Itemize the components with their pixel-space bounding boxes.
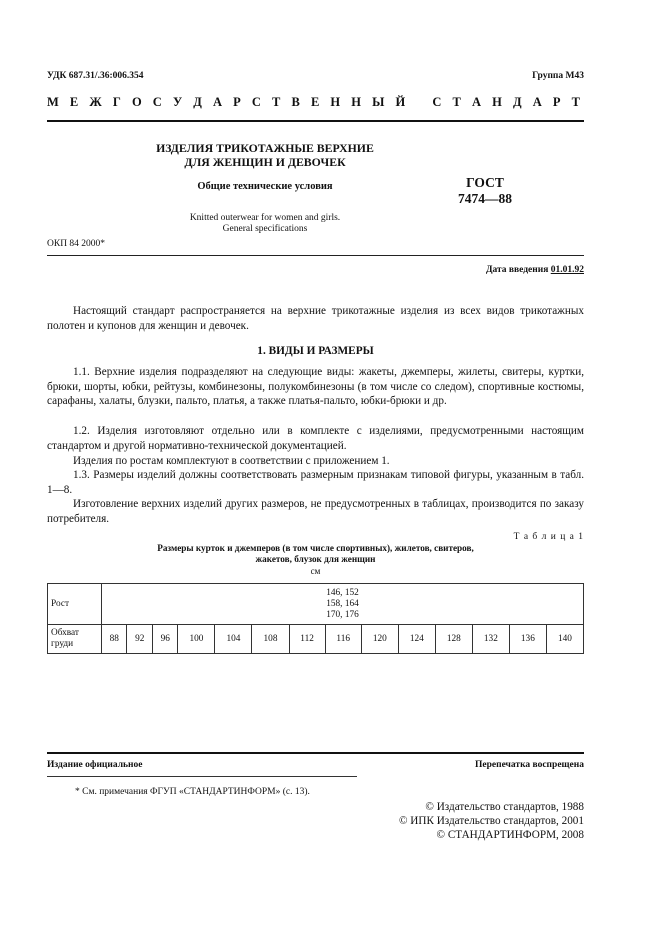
gost-label: ГОСТ	[466, 175, 504, 190]
chest-cell: 120	[361, 625, 398, 654]
chest-cell: 88	[102, 625, 127, 654]
paragraph-sets: Изделия по ростам комплектуют в соответствии с приложением 1.	[73, 455, 390, 467]
height-value: 170, 176	[326, 609, 359, 620]
table-1-unit: см	[310, 566, 321, 576]
chest-cell: 140	[546, 625, 583, 654]
table-1-label: Т а б л и ц а 1	[513, 532, 584, 542]
intro-date-value: 01.01.92	[550, 265, 584, 275]
height-value: 158, 164	[326, 598, 359, 609]
table-1-caption-2: жакетов, блузок для женщин	[255, 554, 376, 564]
intro-date	[486, 265, 584, 275]
copyright-2008: © СТАНДАРТИНФОРМ, 2008	[436, 829, 584, 841]
chest-cell: 96	[152, 625, 177, 654]
paragraph-scope: Настоящий стандарт распространяется на верхние трикотажные изделия из всех видов трикотажных полотен и купонов для женщин и девочек.	[47, 305, 584, 332]
paragraph-1-1: 1.1. Верхние изделия подразделяют на следующие виды: жакеты, джемперы, жилеты, свитеры, куртки, брюки, шорты, юбки, рейтузы, комбинезоны, полукомбинезоны (в том числе со следом), спортивные костюмы, сарафаны, халаты, блузки, пальто, платья, а также платья-пальто, юбки-брюки и др.	[47, 366, 584, 408]
paragraph-1-2: 1.2. Изделия изготовляют отдельно или в комплекте с изделиями, предусмотренными настоящим стандартом и другой нормативно-технической документацией.	[47, 425, 584, 452]
chest-cell: 128	[435, 625, 472, 654]
copyright-2001: © ИПК Издательство стандартов, 2001	[398, 815, 584, 827]
title-subtitle: Общие технические условия	[197, 181, 333, 192]
height-value: 146, 152	[326, 587, 359, 598]
footnote: * См. примечания ФГУП «СТАНДАРТИНФОРМ» (с. 13).	[75, 787, 310, 797]
table-1	[47, 583, 584, 654]
gost-number: 7474—88	[458, 191, 512, 206]
row-header-chest	[48, 625, 102, 654]
chest-cell: 136	[509, 625, 546, 654]
row-header-height: Рост	[48, 584, 102, 625]
udk-code: УДК 687.31/.36:006.354	[47, 71, 144, 81]
chest-cell: 100	[178, 625, 215, 654]
chest-cell: 116	[325, 625, 361, 654]
footnote-rule	[47, 776, 357, 777]
intro-date-label: Дата введения	[485, 265, 549, 275]
banner-right: С Т А Н Д А Р Т	[432, 95, 584, 109]
chest-cell: 124	[398, 625, 435, 654]
title-line-1: ИЗДЕЛИЯ ТРИКОТАЖНЫЕ ВЕРХНИЕ	[156, 141, 374, 155]
section-heading-1: 1. ВИДЫ И РАЗМЕРЫ	[257, 345, 374, 357]
chest-cell: 104	[215, 625, 252, 654]
table-1-caption-1: Размеры курток и джемперов (в том числе спортивных), жилетов, свитеров,	[157, 543, 474, 553]
row-header-chest-line-2: груди	[51, 639, 74, 649]
header-rule	[47, 120, 584, 122]
footer-rule	[47, 752, 584, 754]
chest-cell: 132	[472, 625, 509, 654]
title-english-1: Knitted outerwear for women and girls.	[189, 213, 341, 223]
row-header-chest-line-1: Обхват	[51, 628, 79, 638]
okp-code: ОКП 84 2000*	[47, 239, 106, 249]
title-rule	[47, 255, 584, 256]
title-line-2: ДЛЯ ЖЕНЩИН И ДЕВОЧЕК	[184, 155, 346, 169]
table-row-height	[48, 584, 584, 625]
title-english-2: General specifications	[222, 224, 308, 234]
paragraph-custom-sizes: Изготовление верхних изделий других размеров, не предусмотренных в таблицах, производится по заказу потребителя.	[47, 498, 584, 525]
chest-cell: 108	[252, 625, 289, 654]
copyright-1988: © Издательство стандартов, 1988	[425, 801, 584, 813]
official-edition: Издание официальное	[47, 760, 143, 770]
banner-left: М Е Ж Г О С У Д А Р С Т В Е Н Н Ы Й	[47, 95, 410, 109]
paragraph-1-3: 1.3. Размеры изделий должны соответствовать размерным признакам типовой фигуры, указанным в табл. 1—8.	[47, 469, 584, 496]
height-values	[102, 584, 584, 625]
chest-cell: 112	[289, 625, 325, 654]
group-code: Группа М43	[532, 71, 584, 81]
table-row-chest	[48, 625, 584, 654]
reprint-notice: Перепечатка воспрещена	[474, 760, 584, 770]
chest-cell: 92	[127, 625, 152, 654]
